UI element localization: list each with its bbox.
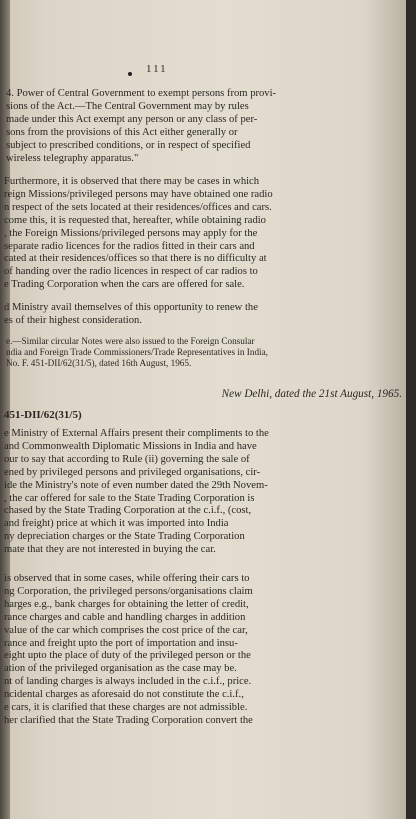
- ink-dot: [128, 72, 132, 76]
- text-line: e.—Similar circular Notes were also issued to the Foreign Consular: [6, 336, 255, 346]
- text-line: rance charges and cable and handling charges in addition: [4, 611, 246, 623]
- text-line: sions of the Act.—The Central Government may by rules: [6, 100, 249, 112]
- text-line: e Ministry of External Affairs present their compliments to the: [4, 428, 269, 439]
- paragraph-ministry-present: [4, 428, 402, 557]
- text-line: come this, it is requested that, hereafter, while obtaining radio: [4, 214, 266, 226]
- quoted-section-4: [6, 88, 404, 165]
- text-line: , the Foreign Missions/privileged persons may apply for the: [4, 227, 258, 239]
- paragraph-ministry-avail: [4, 302, 402, 328]
- text-line: value of the car which comprises the cost price of the car,: [4, 624, 248, 636]
- text-line: harges e.g., bank charges for obtaining the letter of credit,: [4, 598, 249, 610]
- text-line: her clarified that the State Trading Corporation convert the: [4, 714, 253, 726]
- text-line: reign Missions/privileged persons may have obtained one radio: [4, 188, 273, 200]
- text-line: ide the Ministry's note of even number dated the 29th Novem-: [4, 479, 268, 491]
- text-line: ncidental charges as aforesaid do not constitute the c.i.f.,: [4, 689, 244, 701]
- dateline: New Delhi, dated the 21st August, 1965.: [221, 388, 402, 400]
- text-line: 4. Power of Central Government to exempt persons from provi-: [6, 88, 277, 99]
- text-line: and freight) price at which it was imported into India: [4, 518, 229, 530]
- text-line: Furthermore, it is observed that there may be cases in which: [4, 176, 260, 187]
- text-line: d Ministry avail themselves of this opportunity to renew the: [4, 302, 258, 313]
- page-number: 111: [146, 63, 168, 75]
- text-line: No. F. 451-DII/62(31/5), dated 16th August, 1965.: [6, 358, 192, 368]
- text-line: nt of landing charges is always included in the c.i.f., price.: [4, 676, 252, 688]
- text-line: , the car offered for sale to the State Trading Corporation is: [4, 492, 255, 504]
- text-line: n respect of the sets located at their residences/offices and cars.: [4, 201, 272, 213]
- text-line: made under this Act exempt any person or any class of per-: [6, 113, 258, 125]
- text-line: of handing over the radio licences in respect of car radios to: [4, 266, 258, 278]
- reference-number: 451-DII/62(31/5): [4, 409, 82, 421]
- text-line: subject to prescribed conditions, or in respect of specified: [6, 139, 251, 151]
- note-similar-circular: [6, 336, 404, 369]
- text-line: ny depreciation charges or the State Trading Corporation: [4, 531, 245, 543]
- text-line: wireless telegraphy apparatus.": [6, 152, 139, 164]
- text-line: e Trading Corporation when the cars are offered for sale.: [4, 279, 245, 291]
- text-line: ened by privileged persons and privileged organisations, cir-: [4, 466, 261, 478]
- text-line: rance and freight upto the port of importation and insu-: [4, 637, 238, 649]
- text-line: ndia and Foreign Trade Commissioners/Trade Representatives in India,: [6, 347, 268, 357]
- text-line: eight upto the place of duty of the privileged person or the: [4, 650, 251, 662]
- text-line: is observed that in some cases, while offering their cars to: [4, 573, 250, 584]
- text-line: our to say that according to Rule (ii) governing the sale of: [4, 453, 250, 465]
- text-line: e cars, it is clarified that these charges are not admissible.: [4, 702, 248, 714]
- text-line: chased by the State Trading Corporation at the c.i.f., (cost,: [4, 505, 252, 517]
- text-line: separate radio licences for the radios fitted in their cars and: [4, 240, 255, 252]
- text-line: ng Corporation, the privileged persons/organisations claim: [4, 585, 253, 597]
- text-line: ation of the privileged organisation as the case may be.: [4, 663, 237, 675]
- text-line: cated at their residences/offices so that there is no difficulty at: [4, 253, 267, 265]
- text-line: mate that they are not interested in buying the car.: [4, 544, 216, 556]
- text-line: sons from the provisions of this Act either generally or: [6, 126, 238, 138]
- paragraph-furthermore: [4, 176, 402, 292]
- text-line: es of their highest consideration.: [4, 314, 142, 326]
- paragraph-observed: [4, 573, 402, 728]
- text-line: and Commonwealth Diplomatic Missions in India and have: [4, 440, 257, 452]
